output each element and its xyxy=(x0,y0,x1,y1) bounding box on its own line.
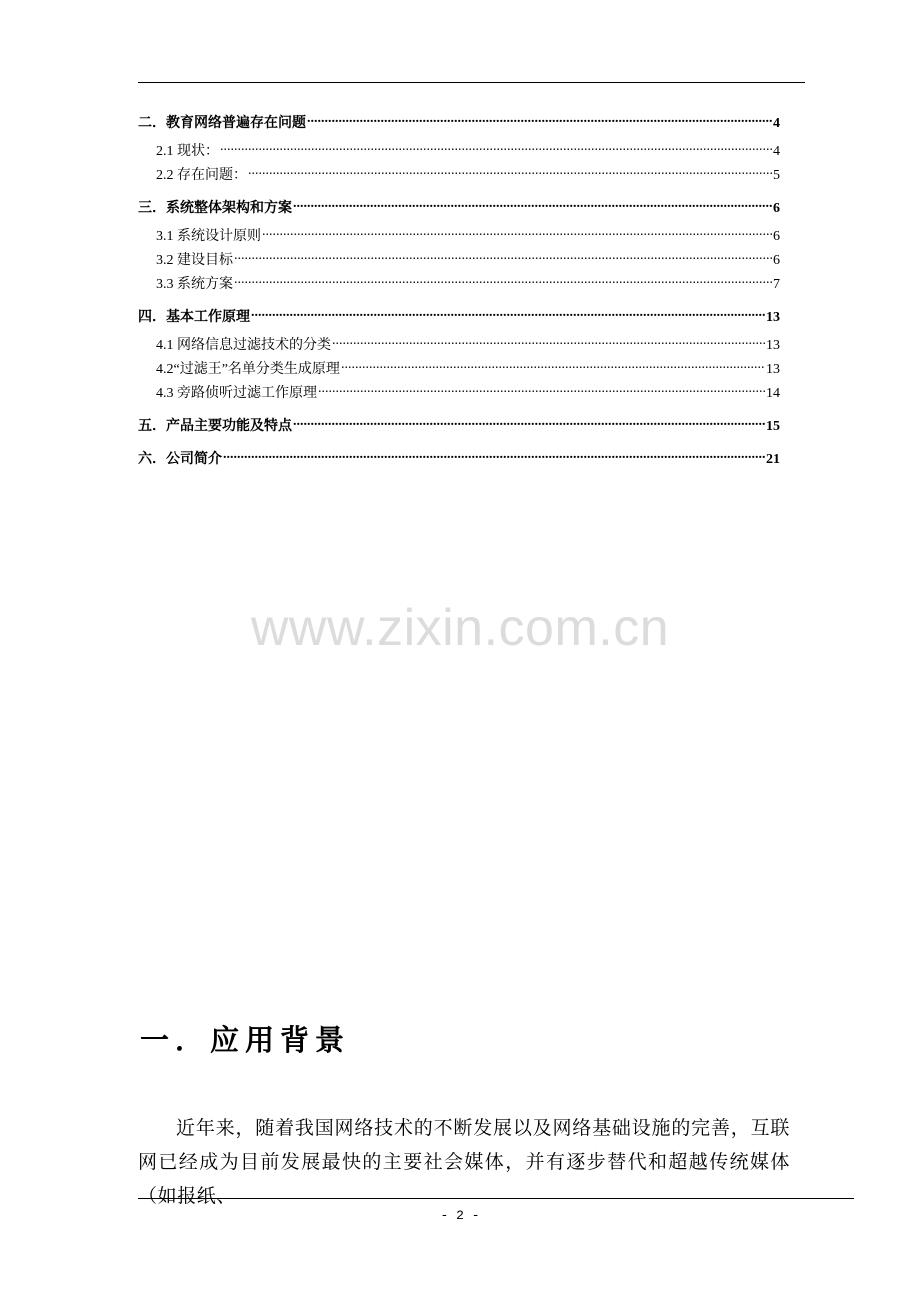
toc-entry-title: 2.2 存在问题： xyxy=(156,168,247,183)
section-heading: 一．应用背景 xyxy=(140,1023,351,1057)
toc-leader-dots xyxy=(220,141,772,155)
toc-entry-title: 四．基本工作原理 xyxy=(138,310,250,325)
toc-leader-dots xyxy=(293,198,772,212)
body-paragraph: 近年来，随着我国网络技术的不断发展以及网络基础设施的完善，互联网已经成为目前发展最快的主要社会媒体，并有逐步替代和超越传统媒体（如报纸、 xyxy=(138,1118,790,1207)
toc-entry[interactable] xyxy=(138,273,780,297)
toc-entry-page: 13 xyxy=(766,338,780,353)
toc-entry-page: 21 xyxy=(766,452,780,467)
toc-entry-title: 4.2“过滤王”名单分类生成原理 xyxy=(156,362,340,377)
toc-entry-title: 六．公司简介 xyxy=(138,452,222,467)
toc-leader-dots xyxy=(223,449,765,463)
watermark: www.zixin.com.cn xyxy=(250,599,670,657)
toc-entry[interactable] xyxy=(138,415,780,439)
toc-leader-dots xyxy=(251,307,765,321)
toc-leader-dots xyxy=(332,335,765,349)
toc-entry[interactable] xyxy=(138,249,780,273)
page-number: - 2 - xyxy=(440,1208,480,1223)
toc-entry-page: 13 xyxy=(766,362,780,377)
toc-entry[interactable] xyxy=(138,382,780,406)
toc-entry-title: 3.2 建设目标 xyxy=(156,253,233,268)
toc-entry-page: 5 xyxy=(773,168,780,183)
toc-entry[interactable] xyxy=(138,112,780,136)
table-of-contents xyxy=(138,112,780,476)
toc-entry-page: 6 xyxy=(773,229,780,244)
toc-entry[interactable] xyxy=(138,140,780,164)
toc-entry-page: 4 xyxy=(773,144,780,159)
toc-entry[interactable] xyxy=(138,164,780,188)
toc-entry-page: 14 xyxy=(766,386,780,401)
header-rule xyxy=(138,82,805,83)
toc-entry[interactable] xyxy=(138,334,780,358)
toc-entry-title: 4.1 网络信息过滤技术的分类 xyxy=(156,338,331,353)
toc-leader-dots xyxy=(307,113,772,127)
toc-leader-dots xyxy=(318,383,765,397)
toc-leader-dots xyxy=(248,165,772,179)
toc-entry-page: 13 xyxy=(766,310,780,325)
toc-entry-title: 二．教育网络普遍存在问题 xyxy=(138,116,306,131)
toc-entry[interactable] xyxy=(138,448,780,472)
footer-rule xyxy=(138,1198,854,1199)
toc-leader-dots xyxy=(262,226,772,240)
toc-entry-title: 3.3 系统方案 xyxy=(156,277,233,292)
toc-entry-title: 2.1 现状： xyxy=(156,144,219,159)
toc-leader-dots xyxy=(234,274,772,288)
toc-entry[interactable] xyxy=(138,197,780,221)
toc-leader-dots xyxy=(293,416,765,430)
toc-entry-page: 4 xyxy=(773,116,780,131)
toc-entry-title: 五．产品主要功能及特点 xyxy=(138,419,292,434)
toc-entry[interactable] xyxy=(138,306,780,330)
toc-entry-title: 4.3 旁路侦听过滤工作原理 xyxy=(156,386,317,401)
toc-leader-dots xyxy=(234,250,772,264)
toc-entry-page: 7 xyxy=(773,277,780,292)
toc-entry-page: 6 xyxy=(773,201,780,216)
toc-entry[interactable] xyxy=(138,358,780,382)
toc-entry-page: 6 xyxy=(773,253,780,268)
toc-entry[interactable] xyxy=(138,225,780,249)
toc-entry-page: 15 xyxy=(766,419,780,434)
toc-leader-dots xyxy=(341,359,765,373)
toc-entry-title: 3.1 系统设计原则 xyxy=(156,229,261,244)
toc-entry-title: 三．系统整体架构和方案 xyxy=(138,201,292,216)
